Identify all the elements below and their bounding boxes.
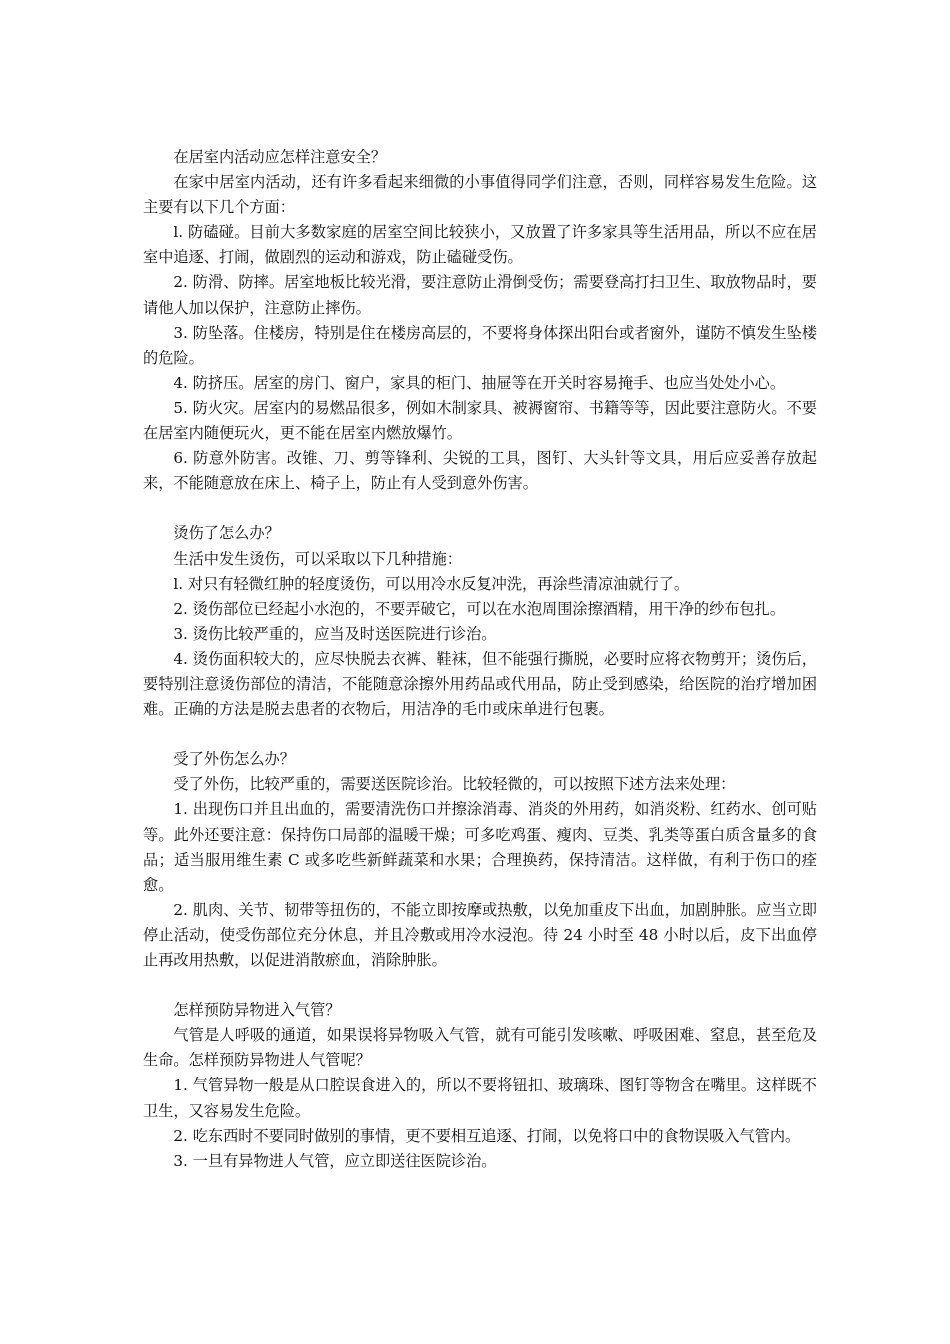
section-title: 在居室内活动应怎样注意安全？ xyxy=(173,148,387,166)
paragraph: 5. 防火灾。居室内的易燃品很多，例如木制家具、被褥窗帘、书籍等等，因此要注意防火。不要在居室内随便玩火，更不能在居室内燃放爆竹。 xyxy=(143,398,817,443)
document-body xyxy=(143,145,817,1174)
paragraph: 在家中居室内活动，还有许多看起来细微的小事值得同学们注意，否则，同样容易发生危险。这主要有以下几个方面： xyxy=(143,173,817,217)
section-burns xyxy=(143,521,817,722)
paragraph: 2. 吃东西时不要同时做别的事情，更不要相互追逐、打闹，以免将口中的食物误吸入气管内。 xyxy=(173,1126,801,1145)
paragraph: 6. 防意外防害。改锥、刀、剪等锋利、尖锐的工具，图钉、大头针等文具，用后应妥善存放起来，不能随意放在床上、椅子上，防止有人受到意外伤害。 xyxy=(143,449,817,493)
paragraph: 1. 气管异物一般是从口腔误食进入的，所以不要将钮扣、玻璃珠、图钉等物含在嘴里。这样既不卫生，又容易发生危险。 xyxy=(143,1076,817,1120)
paragraph: 3. 防坠落。住楼房，特别是住在楼房高层的，不要将身体探出阳台或者窗外，谨防不慎发生坠楼的危险。 xyxy=(143,323,817,367)
section-title: 烫伤了怎么办？ xyxy=(173,524,280,543)
section-airway-foreign-body xyxy=(143,998,817,1174)
paragraph: 3. 一旦有异物进人气管，应立即送往医院诊治。 xyxy=(173,1151,497,1170)
section-home-safety xyxy=(143,145,817,496)
paragraph: 2. 烫伤部位已经起小水泡的，不要弄破它，可以在水泡周围涂擦酒精，用干净的纱布包扎。 xyxy=(173,599,786,618)
section-spacer xyxy=(143,722,817,747)
paragraph: 2. 防滑、防摔。居室地板比较光滑，要注意防止滑倒受伤；需要登高打扫卫生、取放物品时，要请他人加以保护，注意防止摔伤。 xyxy=(143,273,817,317)
paragraph: l. 防磕碰。目前大多数家庭的居室空间比较狭小，又放置了许多家具等生活用品，所以不应在居室中追逐、打闹，做剧烈的运动和游戏，防止磕碰受伤。 xyxy=(143,223,817,267)
paragraph: 2. 肌肉、关节、韧带等扭伤的，不能立即按摩或热敷，以免加重皮下出血，加剧肿胀。应当立即停止活动，使受伤部位充分休息，并且冷敷或用冷水浸泡。待 24 小时至 48 小时以后，皮下出血停止再改用热敷，以促进消散瘀血，消除肿胀。 xyxy=(143,900,817,969)
paragraph: 气管是人呼吸的通道，如果误将异物吸入气管，就有可能引发咳嗽、呼吸困难、窒息，甚至危及生命。怎样预防异物进人气管呢？ xyxy=(143,1026,817,1070)
paragraph: 4. 烫伤面积较大的，应尽快脱去衣裤、鞋袜，但不能强行撕脱，必要时应将衣物剪开；烫伤后，要特别注意烫伤部位的清洁，不能随意涂擦外用药品或代用品，防止受到感染，给医院的治疗增加困难。正确的方法是脱去患者的衣物后，用洁净的毛巾或床单进行包裹。 xyxy=(143,649,817,719)
section-title: 怎样预防异物进入气管？ xyxy=(173,1001,341,1020)
paragraph: 生活中发生烫伤，可以采取以下几种措施： xyxy=(173,549,462,568)
paragraph: 4. 防挤压。居室的房门、窗户，家具的柜门、抽屉等在开关时容易掩手、也应当处处小心。 xyxy=(173,373,786,392)
section-spacer xyxy=(143,973,817,998)
paragraph: 1. 出现伤口并且出血的，需要清洗伤口并擦涂消毒、消炎的外用药，如消炎粉、红药水、创可贴等。此外还要注意：保持伤口局部的温暖干燥；可多吃鸡蛋、瘦肉、豆类、乳类等蛋白质含量多的食品；适当服用维生素 C 或多吃些新鲜蔬菜和水果；合理换药，保持清洁。这样做，有利于伤口的痊愈。 xyxy=(143,800,817,894)
paragraph: 受了外伤，比较严重的，需要送医院诊治。比较轻微的，可以按照下述方法来处理： xyxy=(173,775,736,794)
section-title: 受了外伤怎么办？ xyxy=(173,750,295,769)
paragraph: 3. 烫伤比较严重的，应当及时送医院进行诊治。 xyxy=(173,624,497,643)
section-injuries xyxy=(143,747,817,973)
paragraph: l. 对只有轻微红肿的轻度烫伤，可以用冷水反复冲洗，再涂些清凉油就行了。 xyxy=(173,574,690,593)
section-spacer xyxy=(143,496,817,521)
